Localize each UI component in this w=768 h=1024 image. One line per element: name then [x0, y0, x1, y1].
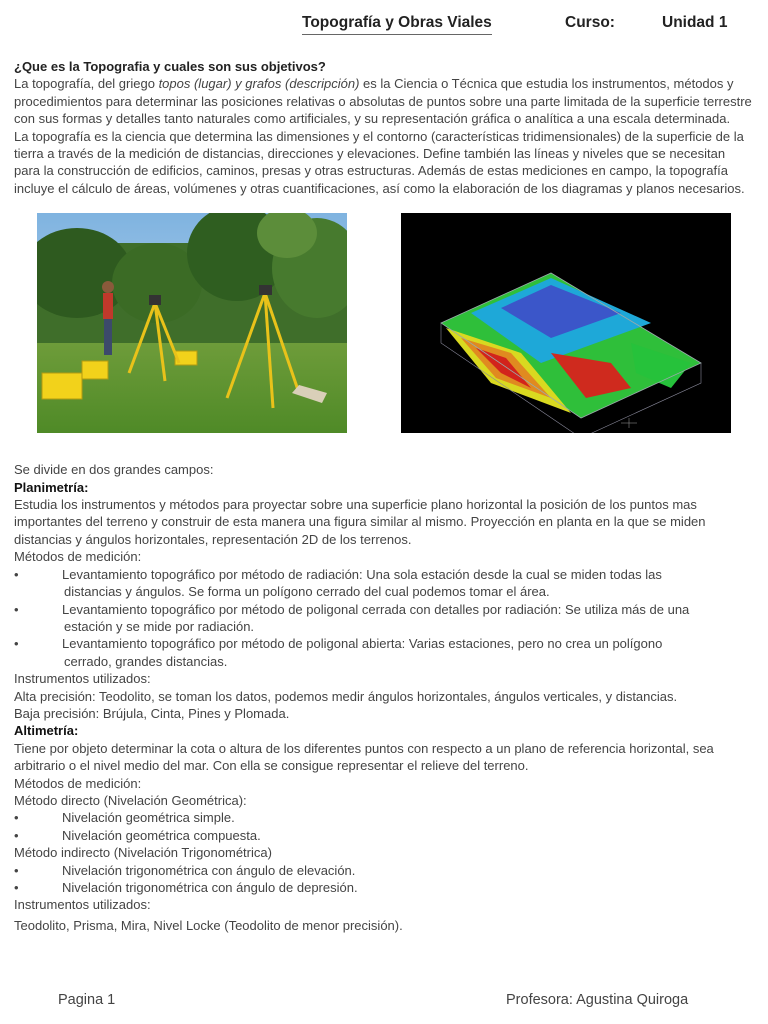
image-row — [14, 197, 752, 461]
intro-p1-etymology: topos (lugar) y grafos (descripción) — [158, 76, 360, 92]
alta-precision-text: Alta precisión: Teodolito, se toman los datos, podemos medir ángulos horizontales, ángulos verticales, y distancias. — [14, 688, 678, 704]
teacher-name: Profesora: Agustina Quiroga — [506, 992, 689, 1008]
list-item — [14, 601, 752, 636]
list-item-line-2: cerrado, grandes distancias. — [64, 653, 228, 669]
curso-label: Curso: — [565, 14, 615, 31]
bullet: • — [14, 601, 19, 617]
bullet: • — [14, 566, 19, 582]
list-item-line-1: Levantamiento topográfico por método de poligonal cerrada con detalles por radiación: Se utiliza más de una — [62, 601, 690, 617]
altimetria-instrumentos-label: Instrumentos utilizados: — [14, 897, 151, 913]
list-item-text: Nivelación trigonométrica con ángulo de depresión. — [62, 880, 358, 895]
list-item — [14, 862, 752, 879]
altimetria-instrumentos-text: Teodolito, Prisma, Mira, Nivel Locke (Teodolito de menor precisión). — [14, 917, 403, 933]
bullet: • — [14, 827, 19, 843]
bullet: • — [14, 636, 19, 652]
list-item — [14, 809, 752, 826]
list-item — [14, 879, 752, 896]
document-title: Topografía y Obras Viales — [302, 14, 492, 35]
planimetria-metodos-label: Métodos de medición: — [14, 549, 142, 565]
metodo-indirecto-label: Método indirecto (Nivelación Trigonométrica) — [14, 845, 272, 861]
baja-precision-text: Baja precisión: Brújula, Cinta, Pines y Plomada. — [14, 705, 290, 721]
list-item-line-2: distancias y ángulos. Se forma un polígono cerrado del cual podemos tomar el área. — [64, 584, 550, 600]
survey-field-photo — [37, 213, 347, 433]
list-item-text: Nivelación geométrica compuesta. — [62, 827, 261, 843]
list-item-line-1: Levantamiento topográfico por método de radiación: Una sola estación desde la cual se miden todas las — [62, 566, 662, 582]
altimetria-description: Tiene por objeto determinar la cota o altura de los diferentes puntos con respecto a un plano de referencia horizontal, sea arbitrario o el nivel medio del mar. Con ella se consigue representar el relieve del terreno. — [14, 740, 714, 774]
list-item — [14, 635, 752, 670]
divide-text: Se divide en dos grandes campos: — [14, 462, 214, 478]
intro-paragraph-1 — [14, 75, 752, 127]
document-body — [14, 58, 752, 934]
list-item — [14, 566, 752, 601]
unidad-label: Unidad 1 — [662, 14, 728, 31]
planimetria-description: Estudia los instrumentos y métodos para proyectar sobre una superficie plano horizontal la posición de los puntos mas importantes del terreno y construir de esta manera una figura similar al mismo. Proyección en planta en la que se miden distancias y ángulos horizontales, representación 2D de los terrenos. — [14, 497, 706, 547]
altimetria-heading: Altimetría: — [14, 723, 79, 739]
metodo-directo-label: Método directo (Nivelación Geométrica): — [14, 792, 247, 808]
list-item-text: Nivelación geométrica simple. — [62, 810, 235, 826]
intro-p1-start: La topografía, del griego — [14, 76, 159, 92]
intro-p1-end: es la Ciencia o Técnica que estudia los instrumentos, métodos y procedimientos para determinar las posiciones relativas o absolutas de puntos sobre una parte limitada de la superficie terrestre con sus formas y detalles tanto naturales como artificiales, y su representación gráfica o analítica a una escala determinada. — [14, 76, 752, 127]
list-item-text: Nivelación trigonométrica con ángulo de elevación. — [62, 862, 356, 878]
planimetria-instrumentos-label: Instrumentos utilizados: — [14, 671, 151, 687]
terrain-3d-model-render — [401, 213, 731, 433]
bullet: • — [14, 880, 19, 895]
bullet: • — [14, 862, 19, 878]
page-number: Pagina 1 — [58, 992, 116, 1008]
bullet: • — [14, 810, 19, 826]
altimetria-metodos-label: Métodos de medición: — [14, 775, 142, 791]
planimetria-heading: Planimetría: — [14, 479, 89, 495]
intro-question: ¿Que es la Topografia y cuales son sus objetivos? — [14, 59, 326, 74]
intro-paragraph-2: La topografía es la ciencia que determina las dimensiones y el contorno (características tridimensionales) de la superficie de la tierra a través de la medición de distancias, direcciones y elevaciones. Define también las líneas y niveles que se necesitan para la construcción de edificios, caminos, presas y otras estructuras. Además de estas mediciones en campo, la topografía incluye el cálculo de áreas, volúmenes y otras cuantificaciones, así como la elaboración de los diagramas y planos necesarios. — [14, 128, 745, 196]
list-item-line-1: Levantamiento topográfico por método de poligonal abierta: Varias estaciones, pero no crea un polígono — [62, 636, 663, 652]
list-item — [14, 827, 752, 844]
list-item-line-2: estación y se mide por radiación. — [64, 618, 255, 634]
